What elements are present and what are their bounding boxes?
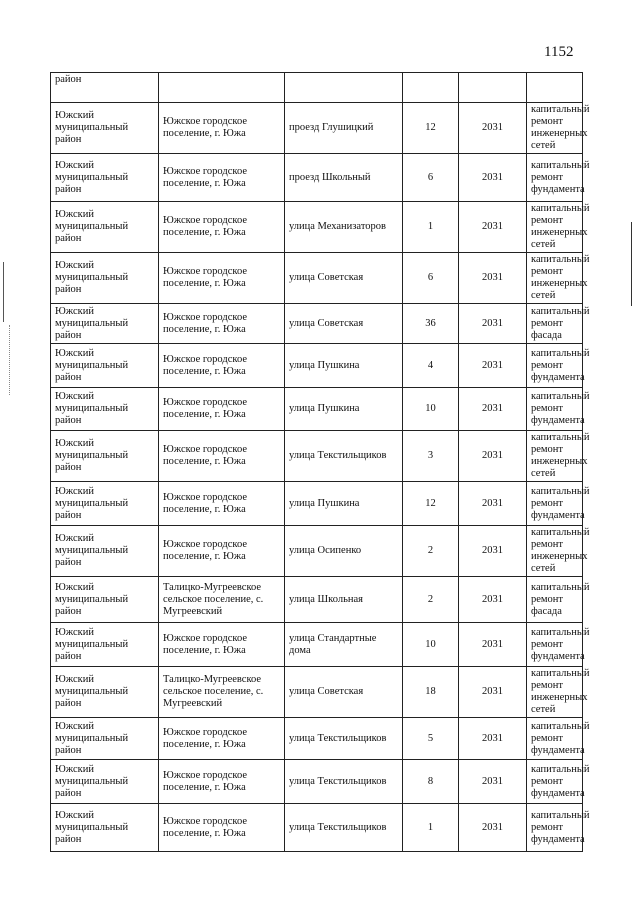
cell-district: Южский муниципальный район [51,804,159,852]
cell-house: 12 [403,482,459,526]
table-row [51,577,583,623]
cell-street: улица Текстильщиков [285,718,403,760]
cell-street: улица Пушкина [285,482,403,526]
cell-district: Южский муниципальный район [51,431,159,482]
cell-work: капитальный ремонт фундамента [527,388,583,431]
cell-house: 3 [403,431,459,482]
cell-district: Южский муниципальный район [51,667,159,718]
cell-house: 1 [403,202,459,253]
repair-schedule-table [50,72,590,852]
cell-work [527,73,583,103]
cell-settlement: Южское городское поселение, г. Южа [159,526,285,577]
cell-street: улица Механизаторов [285,202,403,253]
cell-street: улица Школьная [285,577,403,623]
scan-edge-mark [3,262,4,322]
cell-district: Южский муниципальный район [51,253,159,304]
cell-district: Южский муниципальный район [51,577,159,623]
cell-street: улица Стандартные дома [285,623,403,667]
cell-work: капитальный ремонт инженерных сетей [527,431,583,482]
cell-settlement: Южское городское поселение, г. Южа [159,253,285,304]
cell-district: Южский муниципальный район [51,202,159,253]
table-row [51,623,583,667]
table-row [51,304,583,344]
table-row [51,667,583,718]
cell-year: 2031 [459,482,527,526]
cell-settlement: Южское городское поселение, г. Южа [159,482,285,526]
cell-district: Южский муниципальный район [51,344,159,388]
cell-year: 2031 [459,304,527,344]
table-row [51,760,583,804]
cell-street: улица Текстильщиков [285,431,403,482]
cell-work: капитальный ремонт фундамента [527,482,583,526]
cell-house: 10 [403,623,459,667]
cell-year: 2031 [459,667,527,718]
cell-work: капитальный ремонт фундамента [527,623,583,667]
cell-year: 2031 [459,526,527,577]
cell-house: 6 [403,154,459,202]
cell-settlement: Южское городское поселение, г. Южа [159,718,285,760]
scan-right-mark [631,222,632,306]
cell-district: Южский муниципальный район [51,154,159,202]
cell-year: 2031 [459,253,527,304]
cell-year: 2031 [459,577,527,623]
cell-house: 36 [403,304,459,344]
cell-settlement: Южское городское поселение, г. Южа [159,804,285,852]
cell-house: 8 [403,760,459,804]
cell-year: 2031 [459,154,527,202]
cell-year: 2031 [459,431,527,482]
cell-house: 4 [403,344,459,388]
cell-street: проезд Школьный [285,154,403,202]
cell-work: капитальный ремонт фундамента [527,760,583,804]
cell-district: район [51,73,159,103]
cell-settlement: Талицко-Мугреевское сельское поселение, с. Мугреевский [159,667,285,718]
cell-street: улица Текстильщиков [285,804,403,852]
cell-settlement: Южское городское поселение, г. Южа [159,388,285,431]
cell-work: капитальный ремонт фундамента [527,804,583,852]
cell-settlement: Южское городское поселение, г. Южа [159,304,285,344]
cell-settlement: Южское городское поселение, г. Южа [159,202,285,253]
cell-house: 2 [403,577,459,623]
cell-year: 2031 [459,344,527,388]
cell-street: улица Пушкина [285,344,403,388]
cell-district: Южский муниципальный район [51,526,159,577]
cell-year: 2031 [459,388,527,431]
table-row [51,344,583,388]
cell-work: капитальный ремонт фундамента [527,718,583,760]
table-row [51,154,583,202]
table-row [51,253,583,304]
table-row [51,431,583,482]
cell-street: улица Советская [285,667,403,718]
table-row [51,718,583,760]
cell-year [459,73,527,103]
cell-district: Южский муниципальный район [51,304,159,344]
cell-house [403,73,459,103]
cell-house: 5 [403,718,459,760]
cell-district: Южский муниципальный район [51,482,159,526]
cell-district: Южский муниципальный район [51,623,159,667]
cell-house: 12 [403,103,459,154]
cell-house: 10 [403,388,459,431]
cell-street: улица Советская [285,253,403,304]
table-row [51,482,583,526]
cell-street: улица Текстильщиков [285,760,403,804]
table-row [51,202,583,253]
cell-house: 6 [403,253,459,304]
scan-edge-dots [9,325,11,395]
cell-settlement: Южское городское поселение, г. Южа [159,154,285,202]
cell-work: капитальный ремонт инженерных сетей [527,667,583,718]
cell-year: 2031 [459,718,527,760]
cell-district: Южский муниципальный район [51,718,159,760]
cell-work: капитальный ремонт фасада [527,577,583,623]
cell-work: капитальный ремонт инженерных сетей [527,103,583,154]
cell-district: Южский муниципальный район [51,760,159,804]
cell-house: 2 [403,526,459,577]
cell-street [285,73,403,103]
cell-year: 2031 [459,103,527,154]
cell-settlement: Южское городское поселение, г. Южа [159,431,285,482]
cell-street: улица Советская [285,304,403,344]
cell-street: улица Осипенко [285,526,403,577]
table-row [51,804,583,852]
table-row-continuation [51,73,583,103]
cell-street: проезд Глушицкий [285,103,403,154]
cell-street: улица Пушкина [285,388,403,431]
page-number: 1152 [544,44,574,60]
cell-settlement: Южское городское поселение, г. Южа [159,623,285,667]
cell-settlement: Южское городское поселение, г. Южа [159,103,285,154]
cell-settlement: Южское городское поселение, г. Южа [159,760,285,804]
cell-work: капитальный ремонт фасада [527,304,583,344]
table-row [51,526,583,577]
cell-house: 1 [403,804,459,852]
cell-district: Южский муниципальный район [51,103,159,154]
cell-work: капитальный ремонт инженерных сетей [527,526,583,577]
cell-year: 2031 [459,804,527,852]
cell-settlement: Южское городское поселение, г. Южа [159,344,285,388]
cell-settlement: Талицко-Мугреевское сельское поселение, с. Мугреевский [159,577,285,623]
table-row [51,388,583,431]
cell-work: капитальный ремонт фундамента [527,154,583,202]
cell-work: капитальный ремонт инженерных сетей [527,202,583,253]
cell-year: 2031 [459,760,527,804]
cell-year: 2031 [459,623,527,667]
cell-work: капитальный ремонт фундамента [527,344,583,388]
table-row [51,103,583,154]
cell-work: капитальный ремонт инженерных сетей [527,253,583,304]
cell-settlement [159,73,285,103]
cell-district: Южский муниципальный район [51,388,159,431]
cell-house: 18 [403,667,459,718]
cell-year: 2031 [459,202,527,253]
